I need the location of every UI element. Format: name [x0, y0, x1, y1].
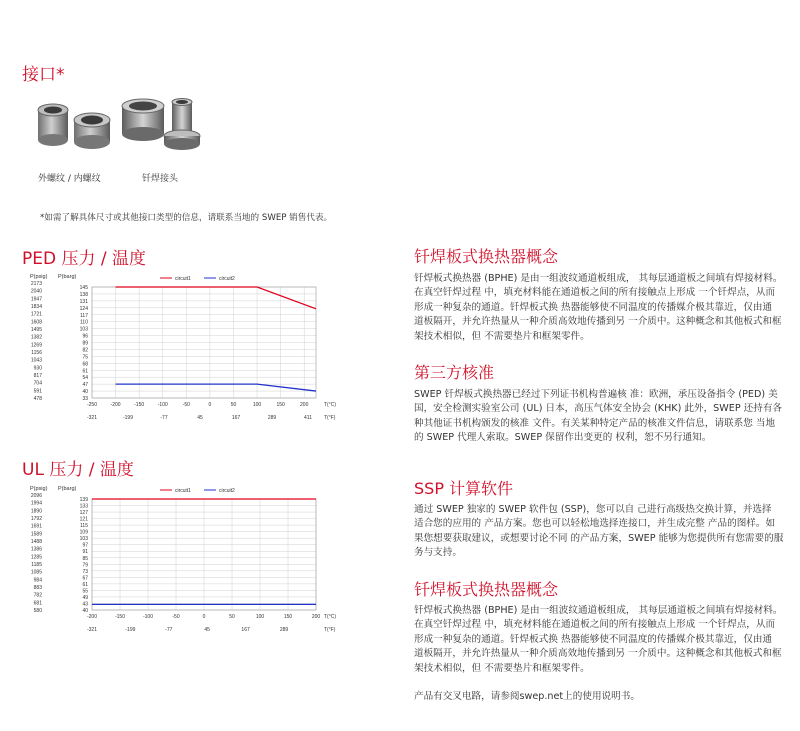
brazed-connection-image — [118, 92, 208, 161]
x-tick-celsius: -100 — [142, 614, 154, 620]
y-tick-psi: 1608 — [30, 319, 42, 326]
x-tick-celsius: -150 — [114, 614, 126, 620]
approval-title: 第三方核准 — [414, 363, 495, 382]
x-tick-fahrenheit: 289 — [267, 415, 277, 421]
bphe-concept-text: 钎焊板式换热器 (BPHE) 是由一组波纹通道板组成， 其每层通道板之间填有焊接材料。在真空钎焊过程 中，填充材料能在通道板之间的所有接触点上形成 一个钎焊点，从而形成一种复杂的通道。钎焊板式换 热器能够使不同温度的传播媒介极其靠近，仅由通 道板隔开，并允许热量从一种介质高效地传播到另 一介质中。这种概念和其他板式和框架技术相似，但 不需要垫片和框架零件。 — [414, 273, 783, 342]
x-tick-celsius: 200 — [311, 614, 321, 620]
y-tick-psi: 478 — [33, 396, 42, 402]
x-tick-celsius: 50 — [229, 614, 235, 620]
y-tick-bar: 43 — [82, 601, 88, 608]
y-tick-psi: 681 — [33, 600, 42, 607]
y-tick-bar: 117 — [80, 312, 88, 319]
y-tick-bar: 124 — [79, 305, 88, 312]
y-tick-bar: 40 — [82, 389, 88, 396]
x-tick-celsius: -150 — [134, 402, 145, 408]
x-tick-celsius: 100 — [255, 614, 265, 620]
x-tick-fahrenheit: 167 — [231, 415, 241, 421]
y-tick-bar: 103 — [79, 326, 88, 333]
x-tick-celsius: 50 — [230, 402, 237, 408]
y-tick-psi: 1085 — [30, 569, 42, 576]
y-tick-bar: 85 — [82, 555, 88, 562]
y-axis-bar-label: P(barg) — [58, 274, 77, 280]
y-tick-psi: 984 — [33, 577, 42, 584]
y-tick-bar: 33 — [82, 396, 88, 402]
legend-label: circuit2 — [219, 488, 235, 494]
y-tick-psi: 1947 — [30, 296, 42, 303]
bphe-concept-title: 钎焊板式换热器概念 — [414, 247, 559, 266]
series-line-circuit2 — [116, 384, 316, 391]
y-tick-bar: 75 — [82, 354, 88, 361]
y-axis-psi-label: P(psig) — [30, 274, 48, 280]
x-tick-celsius: 0 — [202, 614, 206, 620]
y-tick-bar: 68 — [82, 361, 88, 368]
y-tick-psi: 2096 — [30, 493, 42, 499]
y-tick-psi: 1589 — [30, 531, 42, 538]
x-tick-celsius: -50 — [172, 614, 180, 620]
y-tick-psi: 1890 — [30, 508, 42, 515]
y-tick-bar: 131 — [79, 298, 88, 305]
x-tick-fahrenheit: 45 — [204, 627, 210, 633]
y-tick-bar: 110 — [80, 319, 88, 326]
x-tick-celsius: -200 — [110, 402, 121, 408]
y-tick-bar: 61 — [82, 581, 88, 588]
x-tick-fahrenheit: -77 — [165, 627, 173, 633]
legend-label: circuit2 — [219, 276, 235, 282]
x-axis-celsius-label: T(°C) — [324, 402, 336, 408]
y-tick-psi: 782 — [33, 592, 42, 599]
connections-title: 接口* — [22, 65, 65, 85]
y-tick-bar: 49 — [82, 594, 88, 601]
ul-chart-title: UL 压力 / 温度 — [22, 460, 134, 480]
legend-label: circuit1 — [175, 488, 191, 494]
y-tick-psi: 1269 — [30, 342, 42, 349]
y-tick-psi: 883 — [33, 585, 42, 591]
connections-note: *如需了解具体尺寸或其他接口类型的信息，请联系当地的 SWEP 销售代表。 — [40, 213, 333, 223]
y-tick-bar: 121 — [79, 516, 88, 523]
x-tick-fahrenheit: 167 — [241, 627, 250, 633]
x-tick-celsius: 150 — [276, 402, 285, 408]
y-tick-bar: 127 — [79, 510, 88, 517]
y-tick-bar: 54 — [82, 375, 88, 382]
y-tick-psi: 1156 — [31, 350, 42, 356]
x-axis-fahrenheit-label: T(°F) — [324, 627, 336, 633]
bphe-concept-2-title: 钎焊板式换热器概念 — [414, 580, 559, 599]
x-tick-fahrenheit: 45 — [197, 415, 203, 421]
y-tick-bar: 47 — [82, 382, 88, 389]
y-tick-bar: 133 — [79, 503, 88, 510]
threaded-caption: 外螺纹 / 内螺纹 — [38, 174, 101, 184]
y-tick-bar: 82 — [82, 347, 88, 354]
ssp-text: 通过 SWEP 独家的 SWEP 软件包 (SSP)，您可以自 己进行高级热交换计算，并选择 适合您的应用的 产品方案。您也可以轻松地选择连接口，并生成完整 产品的图样。如果您想要获取建议，或想要讨论不同 的产品方案，SWEP 能够为您提供所有您需要的服 务与支持。 — [414, 504, 784, 559]
y-tick-bar: 96 — [82, 333, 88, 340]
y-tick-psi: 1386 — [30, 546, 42, 553]
x-tick-celsius: -200 — [86, 614, 98, 620]
y-tick-psi: 1285 — [30, 554, 42, 561]
y-tick-psi: 591 — [33, 388, 42, 395]
x-tick-fahrenheit: 289 — [279, 627, 289, 633]
ped-pressure-temperature-chart — [20, 270, 360, 432]
x-tick-fahrenheit: -77 — [160, 415, 168, 421]
ssp-title: SSP 计算软件 — [414, 479, 514, 498]
y-tick-bar: 91 — [82, 549, 88, 556]
y-tick-psi: 1691 — [30, 523, 42, 530]
footer-note: 产品有交叉电路，请参阅swep.net上的使用说明书。 — [414, 691, 640, 702]
y-tick-bar: 55 — [82, 588, 88, 595]
y-tick-bar: 67 — [82, 575, 88, 582]
y-tick-bar: 115 — [80, 523, 88, 530]
y-tick-psi: 1495 — [30, 327, 42, 333]
y-tick-bar: 103 — [79, 536, 88, 543]
x-tick-fahrenheit: -321 — [86, 415, 98, 421]
y-tick-bar: 79 — [82, 562, 88, 569]
threaded-connections-image — [30, 88, 120, 162]
y-tick-psi: 2173 — [30, 281, 42, 287]
y-tick-psi: 1792 — [30, 516, 42, 522]
x-tick-celsius: 0 — [208, 402, 212, 408]
series-line-circuit1 — [116, 287, 316, 309]
ped-chart-title: PED 压力 / 温度 — [22, 249, 147, 269]
y-tick-bar: 61 — [82, 368, 88, 375]
y-tick-psi: 1488 — [30, 539, 42, 545]
y-tick-psi: 1834 — [30, 304, 42, 310]
y-axis-psi-label: P(psig) — [30, 486, 48, 492]
x-tick-celsius: 200 — [300, 402, 309, 408]
y-tick-psi: 1043 — [30, 357, 42, 364]
y-tick-psi: 580 — [33, 608, 42, 614]
x-tick-fahrenheit: -199 — [125, 627, 136, 633]
legend-label: circuit1 — [175, 276, 191, 282]
x-tick-celsius: 100 — [252, 402, 262, 408]
x-axis-fahrenheit-label: T(°F) — [324, 415, 336, 421]
y-tick-bar: 40 — [82, 608, 88, 614]
y-tick-psi: 930 — [33, 365, 42, 372]
x-tick-celsius: -100 — [157, 402, 168, 408]
y-tick-psi: 2040 — [30, 288, 42, 295]
x-axis-celsius-label: T(°C) — [324, 614, 336, 620]
approval-text: SWEP 钎焊板式换热器已经过下列证书机构普遍核 准：欧洲，承压设备指令 (PED) 美国，安全检测实验室公司 (UL) 日本，高压气体安全协会 (KHK) 此外，SWEP 还持有各种其他证书机构颁发的核准 文件。有关某种特定产品的核准文件信息，请联系您 当地的 SWEP 代理人索取。SWEP 保留作出变更的 权利，恕不另行通知。 — [414, 389, 783, 444]
y-axis-bar-label: P(barg) — [58, 486, 77, 492]
x-tick-fahrenheit: 411 — [304, 415, 312, 421]
y-tick-bar: 89 — [82, 340, 88, 347]
y-tick-bar: 109 — [79, 529, 88, 536]
brazed-caption: 钎焊接头 — [142, 174, 179, 184]
y-tick-bar: 73 — [82, 568, 88, 575]
ul-pressure-temperature-chart — [20, 482, 360, 642]
y-tick-psi: 1994 — [30, 500, 42, 507]
x-tick-celsius: -250 — [86, 402, 98, 408]
x-tick-celsius: 150 — [283, 614, 293, 620]
y-tick-psi: 1185 — [31, 562, 42, 568]
x-tick-celsius: -50 — [182, 402, 190, 408]
x-tick-fahrenheit: -321 — [86, 627, 98, 633]
y-tick-psi: 1721 — [30, 311, 42, 318]
y-tick-psi: 704 — [33, 380, 42, 387]
y-tick-bar: 139 — [79, 497, 88, 503]
y-tick-bar: 145 — [79, 285, 88, 291]
y-tick-psi: 1382 — [30, 334, 42, 341]
y-tick-bar: 138 — [79, 291, 88, 298]
bphe-concept-2-text: 钎焊板式换热器 (BPHE) 是由一组波纹通道板组成， 其每层通道板之间填有焊接材料。在真空钎焊过程 中，填充材料能在通道板之间的所有接触点上形成 一个钎焊点，从而形成一种复杂的通道。钎焊板式换 热器能够使不同温度的传播媒介极其靠近，仅由通 道板隔开，并允许热量从一种介质高效地传播到另 一介质中。这种概念和其他板式和框架技术相似，但 不需要垫片和框架零件。 — [414, 605, 783, 674]
x-tick-fahrenheit: -199 — [122, 415, 134, 421]
y-tick-bar: 97 — [82, 542, 88, 549]
y-tick-psi: 817 — [33, 373, 42, 379]
